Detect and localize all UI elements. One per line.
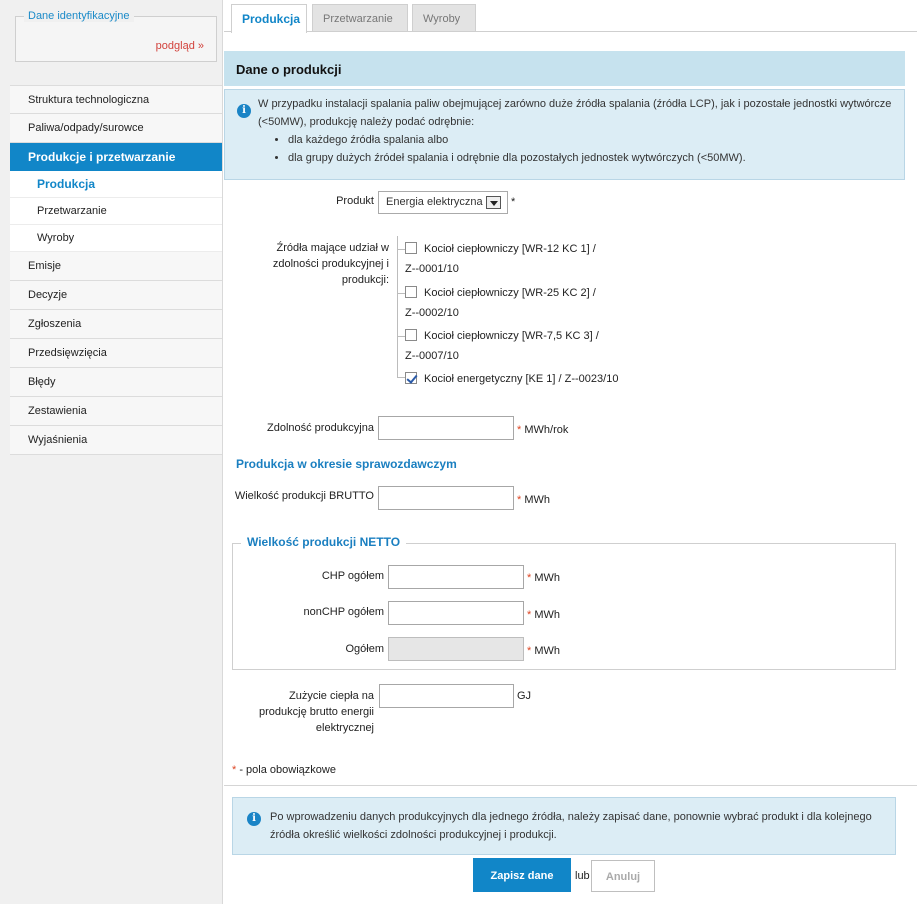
info-text: W przypadku instalacji spalania paliw obejmującej zarówno duże źródła spalania (źródła LCP), jak i pozostałe jednostki wytwórcze (<50MW), produkcję należy podać odrębnie: (258, 98, 892, 128)
heat-input[interactable] (379, 684, 514, 708)
heat-label-line: elektrycznej (315, 722, 374, 734)
source-code-1: Z--0001/10 (405, 263, 459, 275)
info-bullet: • dla każdego źródła spalania albo (288, 131, 896, 149)
sidebar (0, 0, 223, 904)
chp-unit-text: MWh (534, 572, 561, 584)
nonchp-input[interactable] (388, 601, 524, 625)
source-label-1: Kocioł ciepłowniczy [WR-12 KC 1] / (424, 243, 596, 255)
main-content (224, 0, 917, 904)
sidebar-item-structure[interactable]: Struktura technologiczna (10, 85, 222, 114)
product-selected-value: Energia elektryczna (386, 196, 483, 208)
source-item-2 (405, 283, 645, 323)
capacity-unit-text: MWh/rok (524, 424, 569, 436)
total-input (388, 637, 524, 661)
sidebar-item-production-processing[interactable]: Produkcje i przetwarzanie (10, 143, 222, 171)
required-marker: * (232, 764, 237, 776)
tab-products[interactable]: Wyroby (412, 4, 476, 32)
chp-unit (527, 572, 560, 584)
sidebar-item-notifications[interactable]: Zgłoszenia (10, 310, 222, 339)
heat-label-line: produkcję brutto energii (259, 706, 374, 718)
required-marker: * (517, 424, 522, 436)
info-bullet: • dla grupy dużych źródeł spalania i odrębnie dla pozostałych jednostek wytwórczych (<50MW). (288, 149, 896, 167)
tab-production[interactable]: Produkcja (231, 4, 307, 33)
total-unit-text: MWh (534, 645, 561, 657)
nonchp-label: nonCHP ogółem (303, 606, 384, 618)
sidebar-subitem-products[interactable]: Wyroby (10, 225, 222, 252)
capacity-input[interactable] (378, 416, 514, 440)
tree-line (397, 236, 399, 377)
or-label: lub (575, 870, 590, 882)
heat-unit: GJ (517, 690, 532, 702)
preview-link[interactable]: podgląd » (155, 40, 204, 52)
sidebar-item-fuels[interactable]: Paliwa/odpady/surowce (10, 114, 222, 143)
sidebar-item-emissions[interactable]: Emisje (10, 252, 222, 281)
total-label: Ogółem (345, 643, 384, 655)
info-icon: i (237, 104, 251, 118)
nonchp-unit-text: MWh (534, 609, 561, 621)
required-note-text: - pola obowiązkowe (236, 764, 336, 776)
capacity-label: Zdolność produkcyjna (266, 422, 374, 434)
sidebar-item-errors[interactable]: Błędy (10, 368, 222, 397)
info-box-top (224, 89, 905, 180)
heat-label (244, 688, 374, 736)
sources-label: Źródła mające udział w zdolności produkcyjnej i produkcji: (272, 242, 389, 286)
required-marker: * (527, 572, 532, 584)
required-note (232, 764, 336, 776)
divider (224, 785, 917, 786)
tree-branch (397, 293, 405, 294)
source-label-4: Kocioł energetyczny [KE 1] / Z--0023/10 (424, 373, 619, 385)
required-marker: * (517, 494, 522, 506)
checkbox-icon[interactable] (405, 286, 417, 298)
chp-label: CHP ogółem (321, 570, 384, 582)
total-unit (527, 645, 560, 657)
info-bullets (258, 131, 896, 167)
source-label-3: Kocioł ciepłowniczy [WR-7,5 KC 3] / (424, 330, 599, 342)
required-marker: * (527, 645, 532, 657)
identification-title: Dane identyfikacyjne (24, 10, 134, 22)
product-label-text: Produkt (336, 195, 374, 207)
cancel-button[interactable]: Anuluj (591, 860, 655, 892)
source-code-3: Z--0007/10 (405, 350, 459, 362)
info-text-bottom: Po wprowadzeniu danych produkcyjnych dla jednego źródła, należy zapisać dane, ponownie wybrać produkt i dla kolejnego źródła określić wielkości zdolności produkcyjnej i produkcji. (270, 811, 872, 841)
tree-branch (397, 377, 405, 378)
source-item-3 (405, 326, 645, 366)
sidebar-subitem-production[interactable]: Produkcja (10, 171, 222, 198)
source-code-2: Z--0002/10 (405, 307, 459, 319)
sidebar-item-summaries[interactable]: Zestawienia (10, 397, 222, 426)
checkbox-icon[interactable] (405, 329, 417, 341)
brutto-unit (517, 494, 550, 506)
nonchp-unit (527, 609, 560, 621)
sidebar-item-projects[interactable]: Przedsięwzięcia (10, 339, 222, 368)
save-button[interactable]: Zapisz dane (473, 858, 571, 892)
chp-input[interactable] (388, 565, 524, 589)
sidebar-subitem-processing[interactable]: Przetwarzanie (10, 198, 222, 225)
brutto-label: Wielkość produkcji BRUTTO (234, 490, 374, 502)
source-item-1 (405, 239, 645, 279)
heat-label-line: Zużycie ciepła na (289, 690, 374, 702)
product-label (264, 193, 374, 209)
period-heading: Produkcja w okresie sprawozdawczym (236, 457, 457, 471)
tree-branch (397, 249, 405, 250)
brutto-unit-text: MWh (524, 494, 551, 506)
section-title: Dane o produkcji (224, 51, 905, 86)
sidebar-item-explanations[interactable]: Wyjaśnienia (10, 426, 222, 455)
info-box-bottom (232, 797, 896, 855)
capacity-unit (517, 424, 568, 436)
netto-heading: Wielkość produkcji NETTO (241, 535, 406, 549)
tree-branch (397, 336, 405, 337)
required-marker: * (511, 196, 516, 208)
checkbox-icon[interactable] (405, 242, 417, 254)
source-label-2: Kocioł ciepłowniczy [WR-25 KC 2] / (424, 287, 596, 299)
sidebar-item-decisions[interactable]: Decyzje (10, 281, 222, 310)
identification-box (15, 10, 217, 62)
sidebar-nav (10, 85, 222, 455)
brutto-input[interactable] (378, 486, 514, 510)
tab-divider (224, 31, 917, 32)
required-marker: * (527, 609, 532, 621)
info-icon: i (247, 812, 261, 826)
product-select[interactable] (378, 191, 508, 214)
source-item-4 (405, 369, 645, 389)
checkbox-icon[interactable] (405, 372, 417, 384)
tab-processing[interactable]: Przetwarzanie (312, 4, 408, 32)
chevron-down-icon[interactable] (486, 196, 501, 209)
